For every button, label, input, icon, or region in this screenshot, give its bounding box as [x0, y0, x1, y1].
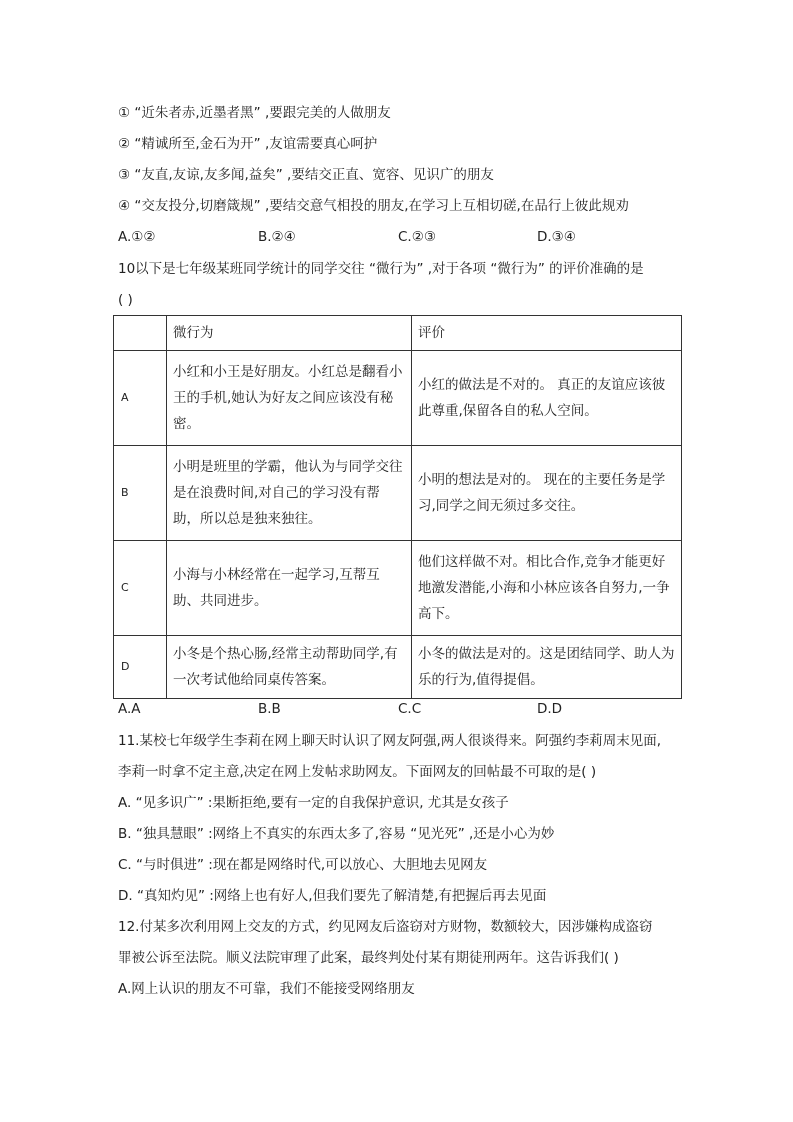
choice-c: C.C [398, 701, 422, 717]
row-behavior: 小海与小林经常在一起学习,互帮互助、共同进步。 [167, 541, 412, 636]
q12-stem-line2: 罪被公诉至法院。顺义法院审理了此案，最终判处付某有期徒刑两年。这告诉我们( ) [118, 950, 619, 966]
q11-option-c: C. “与时俱进” :现在都是网络时代,可以放心、大胆地去见网友 [118, 857, 488, 873]
q11-stem-line1: 11.某校七年级学生李莉在网上聊天时认识了网友阿强,两人很谈得来。阿强约李莉周末见面, [118, 733, 662, 749]
header-behavior: 微行为 [167, 316, 412, 351]
q10-stem: 10以下是七年级某班同学统计的同学交往 “微行为” ,对于各项 “微行为” 的评价准确的是 [118, 261, 644, 277]
row-label: A [114, 351, 167, 446]
row-behavior: 小明是班里的学霸，他认为与同学交往是在浪费时间,对自己的学习没有帮助，所以总是独来独往。 [167, 446, 412, 541]
choice-c: C.②③ [398, 229, 436, 245]
table-row [114, 446, 682, 541]
q11-option-b: B. “独具慧眼” :网络上不真实的东西太多了,容易 “见光死” ,还是小心为妙 [118, 826, 555, 842]
row-evaluation: 他们这样做不对。相比合作,竞争才能更好地激发潜能,小海和小林应该各自努力,一争高下。 [412, 541, 682, 636]
table-header-row [114, 316, 682, 351]
choice-b: B.B [258, 701, 281, 717]
row-label: C [114, 541, 167, 636]
statement-1: ① “近朱者赤,近墨者黑” ,要跟完美的人做朋友 [118, 105, 391, 121]
q10-answer-paren: ( ) [118, 292, 133, 308]
row-behavior: 小红和小王是好朋友。小红总是翻看小王的手机,她认为好友之间应该没有秘密。 [167, 351, 412, 446]
behavior-table [113, 315, 682, 699]
q12-stem-line1: 12.付某多次利用网上交友的方式，约见网友后盗窃对方财物，数额较大，因涉嫌构成盗窃 [118, 919, 653, 935]
q11-option-d: D. “真知灼见” :网络上也有好人,但我们要先了解清楚,有把握后再去见面 [118, 888, 547, 904]
q12-option-a: A.网上认识的朋友不可靠，我们不能接受网络朋友 [118, 981, 415, 997]
table-row [114, 636, 682, 699]
table-row [114, 541, 682, 636]
table-row [114, 351, 682, 446]
statement-3: ③ “友直,友谅,友多闻,益矣” ,要结交正直、宽容、见识广的朋友 [118, 167, 494, 183]
statement-2: ② “精诚所至,金石为开” ,友谊需要真心呵护 [118, 136, 378, 152]
header-label [114, 316, 167, 351]
row-evaluation: 小冬的做法是对的。这是团结同学、助人为乐的行为,值得提倡。 [412, 636, 682, 699]
row-evaluation: 小明的想法是对的。 现在的主要任务是学习,同学之间无须过多交往。 [412, 446, 682, 541]
q11-option-a: A. “见多识广” :果断拒绝,要有一定的自我保护意识, 尤其是女孩子 [118, 795, 509, 811]
row-evaluation: 小红的做法是不对的。 真正的友谊应该彼此尊重,保留各自的私人空间。 [412, 351, 682, 446]
choice-a: A.①② [118, 229, 156, 245]
choice-b: B.②④ [258, 229, 296, 245]
choice-d: D.③④ [537, 229, 576, 245]
q11-stem-line2: 李莉一时拿不定主意,决定在网上发帖求助网友。下面网友的回帖最不可取的是( ) [118, 764, 597, 780]
row-label: D [114, 636, 167, 699]
choice-d: D.D [537, 701, 563, 717]
choice-a: A.A [118, 701, 141, 717]
header-evaluation: 评价 [412, 316, 682, 351]
row-behavior: 小冬是个热心肠,经常主动帮助同学,有一次考试他给同桌传答案。 [167, 636, 412, 699]
statement-4: ④ “交友投分,切磨箴规” ,要结交意气相投的朋友,在学习上互相切磋,在品行上彼此规劝 [118, 198, 629, 214]
row-label: B [114, 446, 167, 541]
